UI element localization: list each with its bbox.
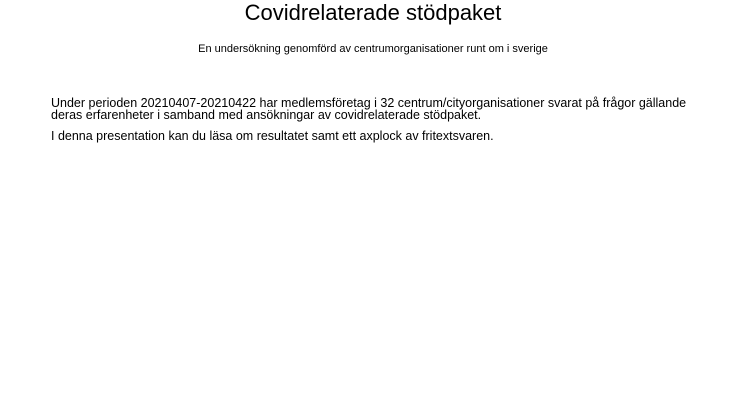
slide-subtitle: En undersökning genomförd av centrumorganisationer runt om i sverige bbox=[198, 43, 548, 55]
slide-title: Covidrelaterade stödpaket bbox=[244, 0, 502, 25]
slide-body bbox=[51, 97, 711, 151]
intro-paragraph: Under perioden 20210407-20210422 har medlemsföretag i 32 centrum/cityorganisationer svarat på frågor gällande deras erfarenheter i samband med ansökningar av covidrelaterade stödpaket. bbox=[51, 96, 687, 122]
presentation-paragraph: I denna presentation kan du läsa om resultatet samt ett axplock av fritextsvaren. bbox=[51, 129, 494, 143]
